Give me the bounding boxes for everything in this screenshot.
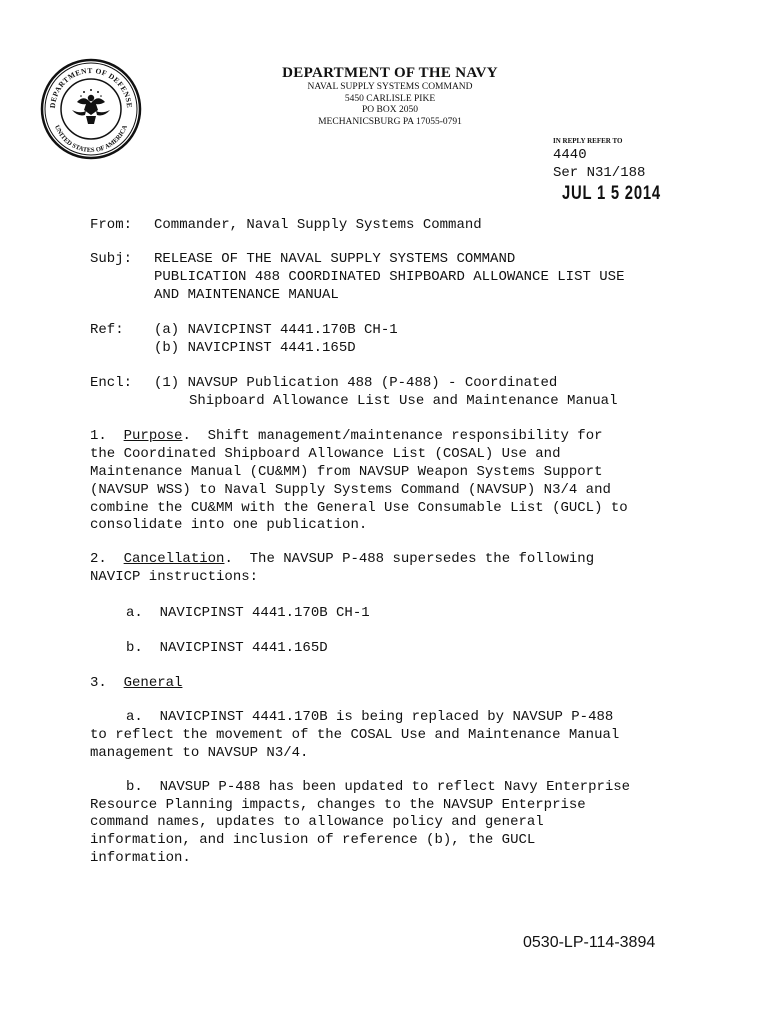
section-number: 1. xyxy=(90,428,107,444)
paragraph-line: (NAVSUP WSS) to Naval Supply Systems Command (NAVSUP) N3/4 and xyxy=(90,482,611,498)
letterhead xyxy=(190,64,590,128)
reply-block xyxy=(553,136,689,205)
dod-seal-icon xyxy=(40,58,142,160)
paragraph-line xyxy=(90,674,182,692)
paragraph-line: a. NAVICPINST 4441.170B is being replaced by NAVSUP P-488 xyxy=(126,709,614,725)
ref-label: Ref: xyxy=(90,322,124,338)
subj-line: PUBLICATION 488 COORDINATED SHIPBOARD ALLOWANCE LIST USE xyxy=(154,269,625,285)
paragraph-line: the Coordinated Shipboard Allowance List (COSAL) Use and xyxy=(90,446,561,462)
paragraph-line: Resource Planning impacts, changes to the NAVSUP Enterprise xyxy=(90,797,586,813)
paragraph-line: NAVICP instructions: xyxy=(90,569,259,585)
letterhead-po-box: PO BOX 2050 xyxy=(362,105,418,115)
section-heading: General xyxy=(123,675,183,691)
subj-label: Subj: xyxy=(90,251,133,267)
section-heading: Purpose xyxy=(123,428,183,444)
paragraph-line: Maintenance Manual (CU&MM) from NAVSUP Weapon Systems Support xyxy=(90,464,603,480)
section-number: 3. xyxy=(90,675,107,691)
subj-line: AND MAINTENANCE MANUAL xyxy=(154,287,339,303)
letterhead-command: NAVAL SUPPLY SYSTEMS COMMAND xyxy=(307,82,473,92)
letterhead-title: DEPARTMENT OF THE NAVY xyxy=(282,65,498,81)
reply-serial: Ser N31/188 xyxy=(553,165,646,181)
date-stamp: JUL 1 5 2014 xyxy=(562,183,661,204)
paragraph-line xyxy=(90,427,603,445)
encl-line: (1) NAVSUP Publication 488 (P-488) - Coordinated xyxy=(154,375,558,391)
subj-line: RELEASE OF THE NAVAL SUPPLY SYSTEMS COMMAND xyxy=(154,251,516,267)
seal-upper-text: DEPARTMENT OF DEFENSE xyxy=(47,65,135,109)
encl-label: Encl: xyxy=(90,375,133,391)
section-number: 2. xyxy=(90,551,107,567)
paragraph-line xyxy=(90,550,594,568)
stock-number: 0530-LP-114-3894 xyxy=(523,934,656,951)
letterhead-street: 5450 CARLISLE PIKE xyxy=(344,93,436,104)
ref-item: (b) NAVICPINST 4441.165D xyxy=(154,340,356,356)
paragraph-line: to reflect the movement of the COSAL Use and Maintenance Manual xyxy=(90,727,620,743)
paragraph-line: consolidate into one publication. xyxy=(90,517,368,533)
paragraph-line: management to NAVSUP N3/4. xyxy=(90,745,309,761)
paragraph-line: information. xyxy=(90,850,191,866)
encl-line: Shipboard Allowance List Use and Maintenance Manual xyxy=(189,393,618,409)
paragraph-line: b. NAVSUP P-488 has been updated to reflect Navy Enterprise xyxy=(126,779,631,795)
section-heading: Cancellation xyxy=(123,551,225,567)
reply-caption: IN REPLY REFER TO xyxy=(553,137,623,145)
section-text: . The NAVSUP P-488 supersedes the following xyxy=(224,551,595,567)
list-item: b. NAVICPINST 4441.165D xyxy=(126,640,328,656)
from-value: Commander, Naval Supply Systems Command xyxy=(154,217,482,233)
list-item: a. NAVICPINST 4441.170B CH-1 xyxy=(126,605,370,621)
paragraph-line: command names, updates to allowance policy and general xyxy=(90,814,544,830)
paragraph-line: combine the CU&MM with the General Use Consumable List (GUCL) to xyxy=(90,500,628,516)
paragraph-line: information, and inclusion of reference (b), the GUCL xyxy=(90,832,536,848)
section-text: . Shift management/maintenance responsibility for xyxy=(182,428,603,444)
reply-code: 4440 xyxy=(553,147,587,163)
letterhead-city: MECHANICSBURG PA 17055-0791 xyxy=(318,116,462,127)
seal-lower-text: UNITED STATES OF AMERICA xyxy=(53,124,129,155)
from-label: From: xyxy=(90,217,133,233)
ref-item: (a) NAVICPINST 4441.170B CH-1 xyxy=(154,322,398,338)
